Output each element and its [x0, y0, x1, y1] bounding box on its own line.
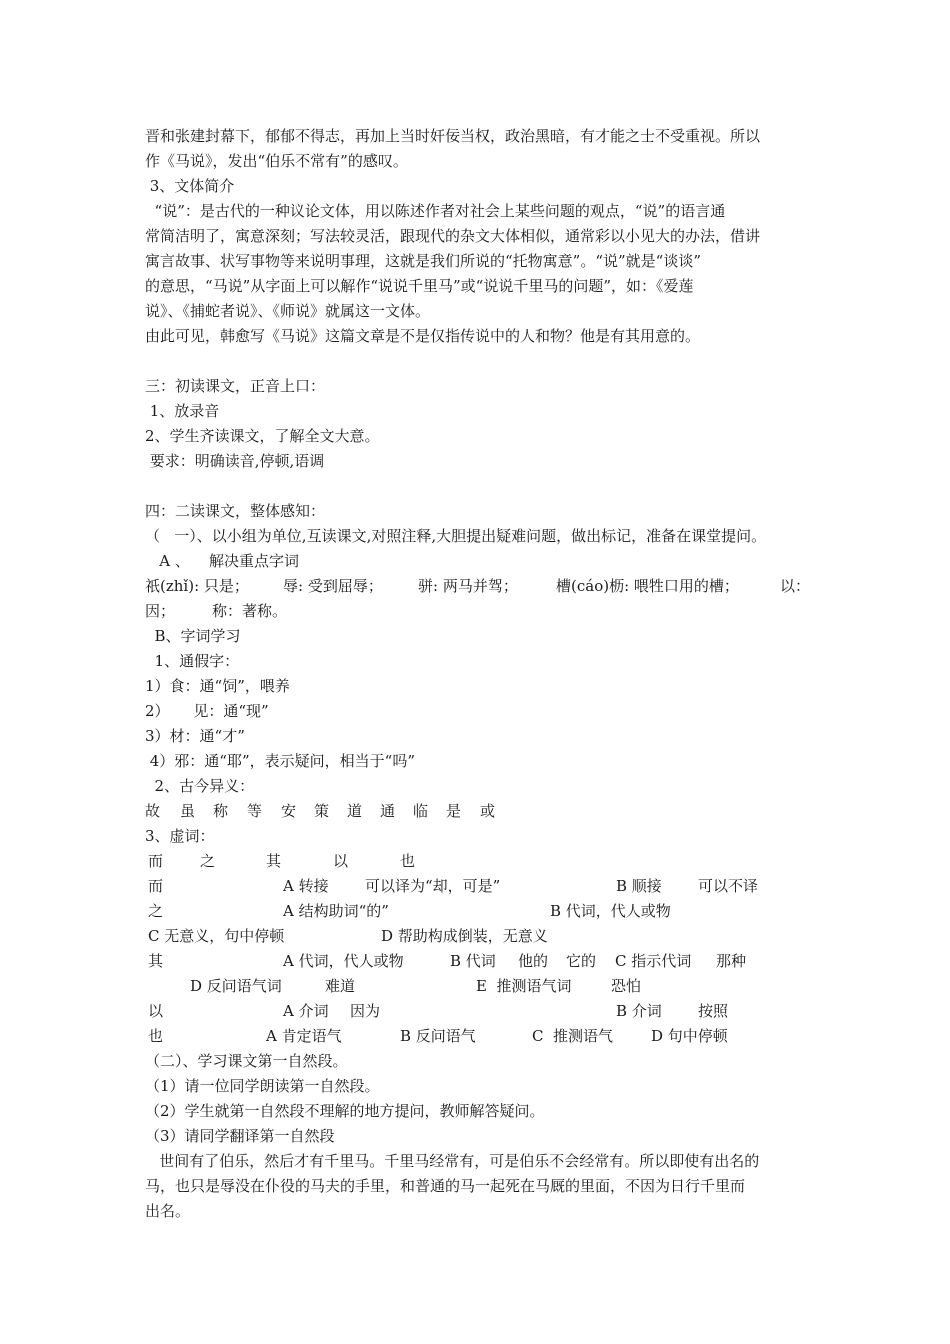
word-study-heading: B、字词学习 — [145, 627, 241, 645]
xuci-zhi-d: D 帮助构成倒装，无意义 — [381, 927, 548, 945]
step-item: （3）请同学翻译第一自然段 — [145, 1127, 335, 1145]
xuci-qi-b-his: 他的 — [518, 952, 549, 970]
genre-heading: 3、文体简介 — [145, 177, 235, 195]
gujin-char: 道 — [347, 802, 363, 820]
xuci-ye-word: 也 — [148, 1027, 164, 1045]
section-3-item: 2、学生齐读课文，了解全文大意。 — [145, 427, 380, 445]
xuci-yi-a: A 介词 — [283, 1002, 329, 1020]
genre-paragraph-line: 说》、《捕蛇者说》、《师说》就属这一文体。 — [145, 302, 431, 320]
key-word-ru: 辱: 受到屈辱； — [283, 577, 383, 595]
xuci-yi-b-note: 按照 — [698, 1002, 729, 1020]
group-task-heading: （ 一）、以小组为单位,互读课文,对照注释,大胆提出疑难问题，做出标记，准备在课堂提问。 — [145, 527, 767, 545]
xuci-er-word: 而 — [148, 877, 164, 895]
tongjia-item: 4）邪：通“耶”，表示疑问，相当于“吗” — [145, 752, 415, 770]
genre-conclusion: 由此可见，韩愈写《马说》这篇文章是不是仅指传说中的人和物？他是有其用意的。 — [145, 327, 701, 345]
gujin-heading: 2、古今异义： — [145, 777, 255, 795]
xuci-yi-b: B 介词 — [616, 1002, 662, 1020]
translation-line: 世间有了伯乐，然后才有千里马。千里马经常有，可是伯乐不会经常有。所以即使有出名的 — [145, 1152, 760, 1170]
tongjia-heading: 1、通假字： — [145, 652, 240, 670]
gujin-char: 虽 — [180, 802, 196, 820]
xuci-qi-e-note: 恐怕 — [611, 977, 642, 995]
section-3-item: 1、放录音 — [145, 402, 220, 420]
xuci-zhi-word: 之 — [148, 902, 164, 920]
intro-line-2: 作《马说》，发出“伯乐不常有”的感叹。 — [145, 152, 408, 170]
xuci-qi-c-note: 那种 — [716, 952, 747, 970]
step-item: （2）学生就第一自然段不理解的地方提问，教师解答疑问。 — [145, 1102, 545, 1120]
xuci-qi-a: A 代词，代人或物 — [283, 952, 404, 970]
key-word-pian: 骈: 两马并驾； — [418, 577, 518, 595]
gujin-char: 称 — [213, 802, 229, 820]
xuci-yi-a-note: 因为 — [350, 1002, 381, 1020]
gujin-char: 或 — [480, 802, 496, 820]
gujin-char: 故 — [145, 802, 161, 820]
xuci-er-b: B 顺接 — [616, 877, 662, 895]
xuci-list-item: 之 — [200, 852, 216, 870]
gujin-char: 临 — [413, 802, 429, 820]
section-4-title: 四：二读课文，整体感知： — [145, 502, 326, 520]
key-word-cheng: 称：著称。 — [212, 602, 288, 620]
section-3-requirement: 要求：明确读音,停顿,语调 — [145, 452, 325, 470]
xuci-ye-b: B 反问语气 — [400, 1027, 476, 1045]
xuci-ye-d: D 句中停顿 — [651, 1027, 728, 1045]
xuci-ye-c: C 推测语气 — [532, 1027, 614, 1045]
gujin-char: 等 — [247, 802, 263, 820]
translation-line: 出名。 — [145, 1202, 191, 1220]
genre-paragraph-line: 常简洁明了，寓意深刻；写法较灵活，跟现代的杂文大体相似，通常彩以小见大的办法，借讲 — [145, 227, 761, 245]
group-2-heading: （二）、学习课文第一自然段。 — [145, 1052, 348, 1070]
intro-line-1: 晋和张建封幕下，郁郁不得志，再加上当时奸佞当权，政治黑暗，有才能之士不受重视。所以 — [145, 127, 761, 145]
tongjia-item: 2） 见：通“现” — [145, 702, 269, 720]
key-word-yi: 以： — [780, 577, 811, 595]
xuci-ye-a: A 肯定语气 — [266, 1027, 342, 1045]
key-word-caoli: 槽(cáo)枥: 喂牲口用的槽； — [556, 577, 739, 595]
gujin-char: 策 — [314, 802, 330, 820]
translation-line: 马，也只是辱没在仆役的马夫的手里，和普通的马一起死在马厩的里面，不因为日行千里而 — [145, 1177, 746, 1195]
xuci-qi-d: D 反问语气词 — [190, 977, 282, 995]
xuci-list-item: 以 — [333, 852, 349, 870]
genre-paragraph-line: 寓言故事、状写事物等来说明事理，这就是我们所说的“托物寓意”。“说”就是“谈谈” — [145, 252, 702, 270]
xuci-qi-b-its: 它的 — [566, 952, 597, 970]
xuci-er-a-note: 可以译为“却，可是” — [365, 877, 501, 895]
xuci-zhi-c: C 无意义，句中停顿 — [148, 927, 285, 945]
step-item: （1）请一位同学朗读第一自然段。 — [145, 1077, 380, 1095]
genre-paragraph-line: 的意思，“马说”从字面上可以解作“说说千里马”或“说说千里马的问题”，如：《爱莲 — [145, 277, 694, 295]
gujin-char: 安 — [281, 802, 297, 820]
xuci-qi-c: C 指示代词 — [615, 952, 692, 970]
xuci-heading: 3、虚词： — [145, 827, 215, 845]
tongjia-item: 3）材：通“才” — [145, 727, 245, 745]
xuci-er-a: A 转接 — [283, 877, 329, 895]
xuci-zhi-a: A 结构助词“的” — [283, 902, 389, 920]
key-word-yi-meaning: 因； — [145, 602, 176, 620]
genre-paragraph-line: “说”：是古代的一种议论文体，用以陈述作者对社会上某些问题的观点，“说”的语言通 — [145, 202, 726, 220]
xuci-list-item: 也 — [400, 852, 416, 870]
tongjia-item: 1）食：通“饲”，喂养 — [145, 677, 290, 695]
xuci-list-item: 其 — [266, 852, 282, 870]
xuci-qi-word: 其 — [148, 952, 164, 970]
xuci-qi-b: B 代词 — [450, 952, 496, 970]
xuci-yi-word: 以 — [148, 1002, 164, 1020]
xuci-list-item: 而 — [148, 852, 164, 870]
xuci-qi-d-note: 难道 — [325, 977, 356, 995]
xuci-zhi-b: B 代词，代人或物 — [550, 902, 671, 920]
key-words-heading: A 、 解决重点字词 — [145, 552, 299, 570]
xuci-er-b-note: 可以不译 — [698, 877, 759, 895]
key-word-zhi: 祇(zhǐ): 只是； — [145, 577, 249, 595]
gujin-char: 通 — [380, 802, 396, 820]
section-3-title: 三：初读课文，正音上口： — [145, 377, 326, 395]
gujin-char: 是 — [446, 802, 462, 820]
xuci-qi-e: E 推测语气词 — [476, 977, 572, 995]
